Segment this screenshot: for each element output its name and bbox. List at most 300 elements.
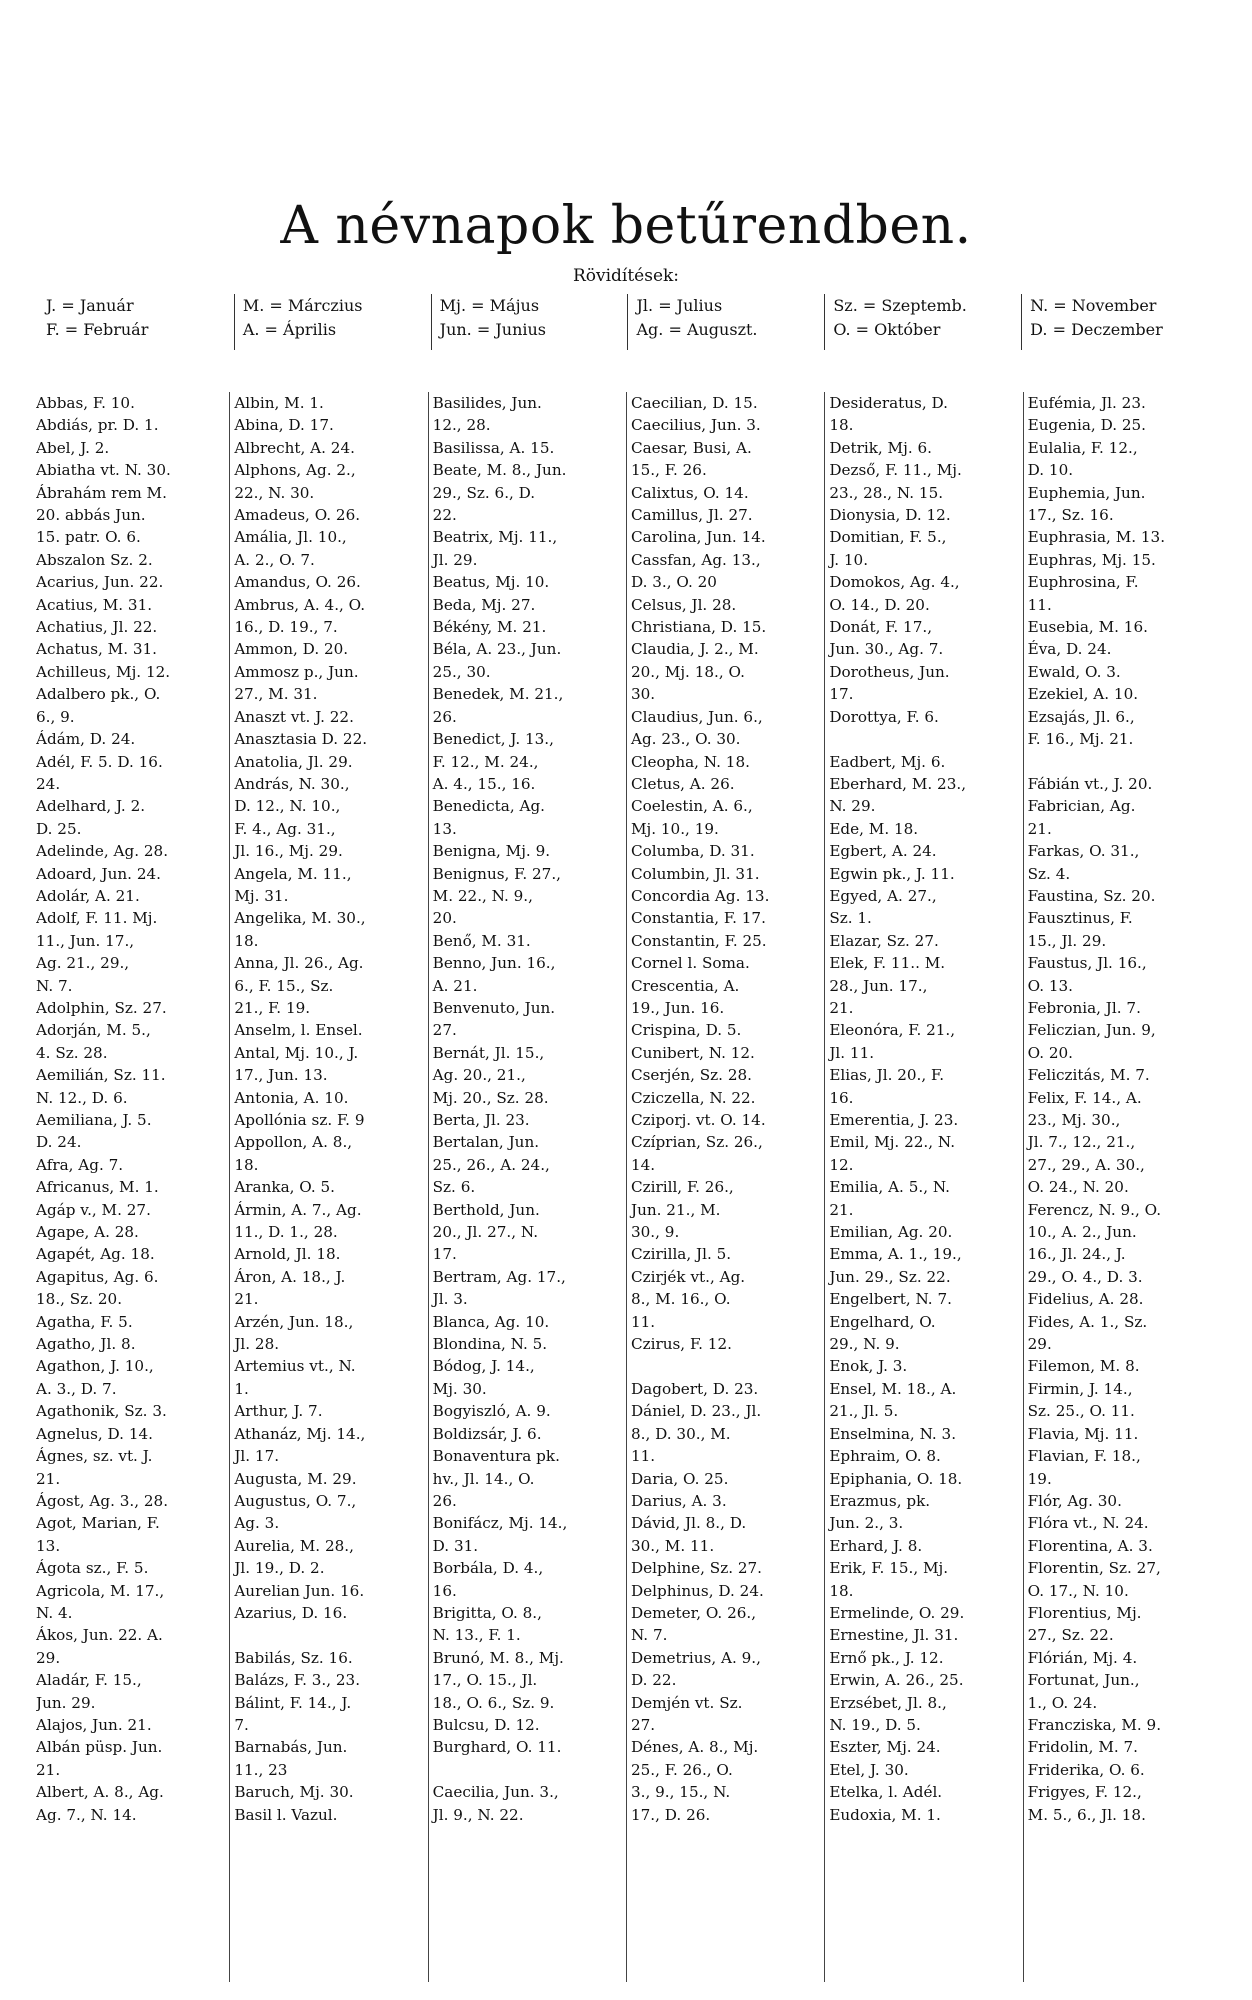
- name-day-entry: 21., F. 19.: [234, 998, 311, 1017]
- name-day-entry: 8., M. 16., O.: [630, 1290, 731, 1309]
- name-day-entry: Jl. 29.: [432, 550, 478, 569]
- name-day-entry: Albert, A. 8., Ag.: [36, 1783, 164, 1802]
- name-day-entry: 13.: [36, 1536, 61, 1555]
- name-day-entry: M. 5., 6., Jl. 18.: [1027, 1805, 1146, 1824]
- name-day-entry: Emma, A. 1., 19.,: [829, 1245, 962, 1264]
- name-day-entry: Basilides, Jun.: [432, 394, 542, 412]
- name-day-entry: Benedek, M. 21.,: [432, 685, 564, 704]
- name-day-entry: Berta, Jl. 23.: [432, 1111, 530, 1129]
- name-day-entry: Cziporj. vt. O. 14.: [630, 1111, 766, 1129]
- name-day-entry: 7.: [234, 1715, 249, 1734]
- name-day-entry: 16., D. 19., 7.: [234, 618, 338, 637]
- name-day-entry: Eszter, Mj. 24.: [829, 1738, 941, 1757]
- index-column: [1023, 392, 1221, 1982]
- name-day-entry: Adél, F. 5. D. 16.: [36, 752, 163, 771]
- name-day-entry: Áron, A. 18., J.: [234, 1267, 346, 1286]
- name-day-entry: Ag. 21., 29.,: [36, 954, 130, 973]
- name-day-entry: Dorottya, F. 6.: [829, 707, 939, 726]
- name-day-entry: Adelhard, J. 2.: [36, 797, 146, 816]
- name-day-entry: Elias, Jl. 20., F.: [829, 1066, 945, 1085]
- name-day-entry: 17., Sz. 16.: [1027, 506, 1114, 525]
- name-day-entry: 1., O. 24.: [1027, 1693, 1098, 1712]
- name-day-entry: Elazar, Sz. 27.: [829, 931, 939, 950]
- legend-entry: F. = Február: [46, 320, 149, 339]
- name-day-entry: Ephraim, O. 8.: [829, 1447, 941, 1466]
- name-day-entry: Adorján, M. 5.,: [36, 1021, 151, 1040]
- name-day-entry: Adelinde, Ag. 28.: [36, 842, 169, 861]
- name-day-entry: Columba, D. 31.: [630, 842, 755, 861]
- name-day-entry: Erik, F. 15., Mj.: [829, 1559, 949, 1578]
- name-day-entry: Ag. 20., 21.,: [432, 1066, 526, 1085]
- name-day-entry: N. 19., D. 5.: [829, 1715, 921, 1734]
- legend-entry: Jl. = Julius: [636, 296, 723, 315]
- name-day-entry: Czíprian, Sz. 26.,: [630, 1133, 763, 1152]
- name-day-entry: Benvenuto, Jun.: [432, 998, 556, 1017]
- name-day-entry: András, N. 30.,: [234, 774, 350, 793]
- name-day-entry: Concordia Ag. 13.: [630, 886, 770, 905]
- name-day-entry: Coelestin, A. 6.,: [630, 797, 753, 816]
- name-day-entry: Friderika, O. 6.: [1027, 1760, 1145, 1779]
- name-day-entry: 20., Mj. 18., O.: [630, 662, 745, 681]
- name-day-entry: 21.: [829, 998, 854, 1017]
- name-day-entry: Euphemia, Jun.: [1027, 483, 1146, 502]
- name-day-entry: 27.: [432, 1021, 457, 1040]
- name-day-entry: D. 10.: [1027, 461, 1074, 480]
- name-day-entry: 27., 29., A. 30.,: [1027, 1155, 1145, 1174]
- name-day-entry: Agot, Marian, F.: [36, 1514, 160, 1533]
- name-day-entry: Caesar, Busi, A.: [630, 438, 752, 457]
- name-day-entry: Arzén, Jun. 18.,: [234, 1312, 354, 1331]
- name-day-entry: Ezekiel, A. 10.: [1027, 685, 1139, 704]
- name-day-entry: Sz. 25., O. 11.: [1027, 1402, 1135, 1421]
- name-day-entry: 21.: [234, 1290, 259, 1309]
- name-day-entry: O. 24., N. 20.: [1027, 1178, 1129, 1197]
- name-day-entry: Carolina, Jun. 14.: [630, 528, 766, 547]
- name-day-entry: Fortunat, Jun.,: [1027, 1671, 1140, 1690]
- name-day-entry: Azarius, D. 16.: [234, 1603, 348, 1622]
- legend-entry: D. = Deczember: [1030, 320, 1163, 339]
- name-day-entry: Claudia, J. 2., M.: [630, 640, 759, 659]
- name-day-entry: 27., Sz. 22.: [1027, 1626, 1114, 1645]
- index-column: [428, 392, 626, 1982]
- name-day-entry: Ag. 3.: [234, 1514, 280, 1533]
- name-day-entry: Aladár, F. 15.,: [36, 1671, 142, 1690]
- name-day-entry: Agatho, Jl. 8.: [36, 1335, 136, 1354]
- name-day-entry: Ármin, A. 7., Ag.: [234, 1200, 362, 1219]
- name-day-entry: Appollon, A. 8.,: [234, 1133, 353, 1152]
- name-day-entry: 18., O. 6., Sz. 9.: [432, 1693, 555, 1712]
- name-day-entry: 29., N. 9.: [829, 1335, 900, 1354]
- name-day-entry: Amandus, O. 26.: [234, 573, 361, 592]
- name-day-entry: Christiana, D. 15.: [630, 618, 767, 637]
- name-day-entry: N. 29.: [829, 797, 876, 816]
- name-day-entry: 19.: [1027, 1469, 1052, 1488]
- name-day-entry: Euphras, Mj. 15.: [1027, 550, 1156, 569]
- name-day-entry: 1.: [234, 1379, 249, 1398]
- name-day-entry: O. 20.: [1027, 1043, 1074, 1062]
- name-day-entry: N. 12., D. 6.: [36, 1088, 128, 1107]
- name-day-entry: Adolphin, Sz. 27.: [36, 998, 167, 1017]
- name-day-entry: 27., M. 31.: [234, 685, 318, 704]
- name-day-entry: Bódog, J. 14.,: [432, 1357, 535, 1376]
- name-day-entry: 18.: [234, 1155, 259, 1174]
- name-day-entry: Baruch, Mj. 30.: [234, 1783, 354, 1802]
- name-day-entry: Jl. 9., N. 22.: [432, 1805, 524, 1824]
- name-day-entry: Éva, D. 24.: [1027, 640, 1112, 659]
- name-day-entry: Beate, M. 8., Jun.: [432, 461, 567, 480]
- legend-column: [234, 294, 431, 350]
- name-day-entry: Cziczella, N. 22.: [630, 1088, 756, 1107]
- name-day-entry: [234, 1624, 427, 1646]
- name-day-entry: Czirill, F. 26.,: [630, 1178, 734, 1197]
- name-day-entry: Columbin, Jl. 31.: [630, 864, 760, 883]
- name-day-entry: Eadbert, Mj. 6.: [829, 752, 946, 771]
- name-day-entry: Anaszt vt. J. 22.: [234, 707, 354, 726]
- name-day-entry: Eudoxia, M. 1.: [829, 1805, 941, 1824]
- name-day-entry: Emil, Mj. 22., N.: [829, 1133, 956, 1152]
- name-day-entry: Emerentia, J. 23.: [829, 1111, 959, 1129]
- name-day-entry: Blanca, Ag. 10.: [432, 1312, 550, 1331]
- name-day-entry: Engelbert, N. 7.: [829, 1290, 952, 1309]
- name-day-entry: 17.: [829, 685, 854, 704]
- name-day-entry: Bogyiszló, A. 9.: [432, 1402, 551, 1421]
- name-day-entry: Ammon, D. 20.: [234, 640, 349, 659]
- name-day-entry: Erwin, A. 26., 25.: [829, 1671, 964, 1690]
- name-day-entry: Constantia, F. 17.: [630, 909, 766, 928]
- name-day-entry: Aurelian Jun. 16.: [234, 1581, 365, 1600]
- name-day-entry: Achatius, Jl. 22.: [36, 618, 158, 637]
- name-day-entry: 13.: [432, 819, 457, 838]
- name-day-entry: Agape, A. 28.: [36, 1223, 139, 1242]
- name-day-entry: Aemilián, Sz. 11.: [36, 1066, 166, 1085]
- name-day-entry: 21., Jl. 5.: [829, 1402, 899, 1421]
- name-day-entry: Barnabás, Jun.: [234, 1738, 348, 1757]
- name-day-entry: Febronia, Jl. 7.: [1027, 998, 1141, 1017]
- name-day-entry: Firmin, J. 14.,: [1027, 1379, 1133, 1398]
- name-day-entry: Jun. 29.: [36, 1693, 96, 1712]
- name-day-entry: 21.: [36, 1760, 61, 1779]
- name-day-entry: Claudius, Jun. 6.,: [630, 707, 763, 726]
- name-day-entry: 21.: [1027, 819, 1052, 838]
- name-day-entry: Albin, M. 1.: [234, 394, 324, 412]
- name-day-entry: Abszalon Sz. 2.: [36, 550, 153, 569]
- name-day-entry: 11.: [630, 1312, 656, 1331]
- name-day-entry: Flavia, Mj. 11.: [1027, 1424, 1139, 1443]
- name-day-entry: Erhard, J. 8.: [829, 1536, 923, 1555]
- name-day-entry: A. 21.: [432, 976, 478, 995]
- name-day-entry: Emilia, A. 5., N.: [829, 1178, 950, 1197]
- name-day-entry: Cserjén, Sz. 28.: [630, 1066, 752, 1085]
- legend-entry: Ag. = Auguszt.: [636, 320, 758, 339]
- name-day-entry: Ambrus, A. 4., O.: [234, 595, 366, 614]
- name-day-entry: O. 14., D. 20.: [829, 595, 930, 614]
- name-day-entry: Camillus, Jl. 27.: [630, 506, 753, 525]
- name-day-entry: Fridolin, M. 7.: [1027, 1738, 1139, 1757]
- name-day-entry: 18.: [829, 1581, 854, 1600]
- name-day-entry: Eberhard, M. 23.,: [829, 774, 967, 793]
- name-day-entry: Erzsébet, Jl. 8.,: [829, 1693, 947, 1712]
- name-day-entry: 15., F. 26.: [630, 461, 707, 480]
- name-day-entry: Agatha, F. 5.: [36, 1312, 133, 1331]
- name-day-entry: Ábrahám rem M.: [36, 483, 167, 502]
- name-day-entry: 11., 23: [234, 1760, 288, 1779]
- name-day-entry: [829, 728, 1022, 750]
- name-day-entry: Acarius, Jun. 22.: [36, 573, 164, 592]
- name-day-entry: Egwin pk., J. 11.: [829, 864, 955, 883]
- name-day-entry: D. 22.: [630, 1671, 677, 1690]
- name-day-entry: Antonia, A. 10.: [234, 1088, 349, 1107]
- name-day-entry: [1028, 751, 1221, 773]
- name-day-entry: 12.: [829, 1155, 854, 1174]
- name-day-entry: Sz. 1.: [829, 909, 872, 928]
- name-day-entry: Eusebia, M. 16.: [1027, 618, 1148, 637]
- name-day-entry: Boldizsár, J. 6.: [432, 1424, 542, 1443]
- legend-entry: Jun. = Junius: [439, 320, 546, 339]
- name-day-entry: 26.: [432, 1491, 457, 1510]
- name-day-entry: Bertalan, Jun.: [432, 1133, 540, 1152]
- legend-entry: O. = Október: [833, 320, 941, 339]
- name-day-entry: Jun. 29., Sz. 22.: [829, 1267, 951, 1286]
- name-day-entry: Jun. 2., 3.: [829, 1514, 904, 1533]
- legend-column: [824, 294, 1021, 350]
- name-day-entry: Ensel, M. 18., A.: [829, 1379, 957, 1398]
- name-day-entry: D. 3., O. 20: [630, 573, 717, 592]
- name-day-entry: Florentina, A. 3.: [1027, 1536, 1153, 1555]
- name-day-entry: Eugenia, D. 25.: [1027, 416, 1147, 435]
- name-day-entry: Benedicta, Ag.: [432, 797, 545, 816]
- name-day-entry: Agathonik, Sz. 3.: [36, 1402, 167, 1421]
- name-day-entry: Aemiliana, J. 5.: [36, 1111, 152, 1129]
- name-day-entry: F. 12., M. 24.,: [432, 752, 539, 771]
- name-day-entry: Fábián vt., J. 20.: [1027, 774, 1153, 793]
- name-day-entry: A. 2., O. 7.: [234, 550, 315, 569]
- name-day-entry: Caecilius, Jun. 3.: [630, 416, 761, 435]
- name-day-entry: 17., Jun. 13.: [234, 1066, 328, 1085]
- name-day-entry: Dénes, A. 8., Mj.: [630, 1738, 759, 1757]
- legend-entry: A. = Április: [242, 320, 337, 339]
- name-day-entry: Bernát, Jl. 15.,: [432, 1043, 545, 1062]
- name-day-entry: Felix, F. 14., A.: [1027, 1088, 1142, 1107]
- name-day-entry: Abel, J. 2.: [36, 438, 110, 457]
- name-day-entry: D. 24.: [36, 1133, 82, 1152]
- name-day-entry: Brunó, M. 8., Mj.: [432, 1648, 564, 1667]
- name-day-entry: 20. abbás Jun.: [36, 506, 146, 525]
- name-day-entry: Arnold, Jl. 18.: [234, 1245, 341, 1264]
- name-day-entry: Jl. 17.: [234, 1447, 280, 1466]
- name-day-entry: Benno, Jun. 16.,: [432, 954, 556, 973]
- name-day-entry: 16., Jl. 24., J.: [1027, 1245, 1126, 1264]
- name-day-entry: 3., 9., 15., N.: [630, 1783, 731, 1802]
- name-day-entry: Borbála, D. 4.,: [432, 1559, 544, 1578]
- name-day-entry: 25., 30.: [432, 662, 491, 681]
- name-day-entry: Ákos, Jun. 22. A.: [36, 1626, 163, 1645]
- name-day-entry: Artemius vt., N.: [234, 1357, 356, 1376]
- name-day-entry: Albrecht, A. 24.: [234, 438, 355, 457]
- name-day-entry: Beda, Mj. 27.: [432, 595, 536, 614]
- name-day-entry: Jl. 28.: [234, 1335, 280, 1354]
- name-day-entry: Flórián, Mj. 4.: [1027, 1648, 1138, 1667]
- name-day-entry: Ewald, O. 3.: [1027, 662, 1121, 681]
- name-day-entry: Florentius, Mj.: [1027, 1603, 1142, 1622]
- name-day-entry: Ernestine, Jl. 31.: [829, 1626, 959, 1645]
- name-day-entry: Farkas, O. 31.,: [1027, 842, 1140, 861]
- name-day-entry: Babilás, Sz. 16.: [234, 1648, 353, 1667]
- name-day-entry: Ferencz, N. 9., O.: [1027, 1200, 1162, 1219]
- name-day-entry: Eulalia, F. 12.,: [1027, 438, 1138, 457]
- name-day-entry: Eleonóra, F. 21.,: [829, 1021, 956, 1040]
- name-day-entry: 17., D. 26.: [630, 1805, 711, 1824]
- legend-column: [38, 294, 234, 350]
- name-day-entry: Faustina, Sz. 20.: [1027, 886, 1156, 905]
- name-day-entry: Ezsajás, Jl. 6.,: [1027, 707, 1135, 726]
- name-day-entry: Francziska, M. 9.: [1027, 1715, 1162, 1734]
- name-day-entry: M. 22., N. 9.,: [432, 886, 533, 905]
- name-day-entry: Achilleus, Mj. 12.: [36, 662, 171, 681]
- name-day-entry: Ágnes, sz. vt. J.: [36, 1447, 153, 1466]
- name-day-entry: Czirjék vt., Ag.: [630, 1267, 746, 1286]
- name-day-entry: N. 13., F. 1.: [432, 1626, 521, 1645]
- name-day-entry: Constantin, F. 25.: [630, 931, 767, 950]
- name-day-entry: Benigna, Mj. 9.: [432, 842, 551, 861]
- name-day-entry: Flór, Ag. 30.: [1027, 1491, 1122, 1510]
- name-day-entry: D. 31.: [432, 1536, 479, 1555]
- name-day-entry: Abdiás, pr. D. 1.: [36, 416, 159, 435]
- name-day-entry: 11.: [1027, 595, 1052, 614]
- name-day-entry: O. 17., N. 10.: [1027, 1581, 1129, 1600]
- name-day-entry: Agricola, M. 17.,: [36, 1581, 165, 1600]
- name-day-entry: 21.: [829, 1200, 854, 1219]
- name-day-entry: 11., Jun. 17.,: [36, 931, 135, 950]
- name-day-entry: Jun. 21., M.: [630, 1200, 721, 1219]
- name-day-entry: Jl. 11.: [829, 1043, 875, 1062]
- page-title: A névnapok betűrendben.: [280, 196, 972, 256]
- name-day-entry: Balázs, F. 3., 23.: [234, 1671, 361, 1690]
- name-day-entry: Alajos, Jun. 21.: [36, 1715, 152, 1734]
- name-day-entry: Jl. 16., Mj. 29.: [234, 842, 343, 861]
- name-day-entry: Cornel l. Soma.: [630, 954, 750, 973]
- name-day-entry: N. 4.: [36, 1603, 73, 1622]
- name-day-entry: Agapét, Ag. 18.: [36, 1245, 155, 1264]
- name-day-entry: Flóra vt., N. 24.: [1027, 1514, 1149, 1533]
- name-day-entry: Filemon, M. 8.: [1027, 1357, 1140, 1376]
- name-day-entry: Donát, F. 17.,: [829, 618, 933, 637]
- index-column: [36, 392, 229, 1982]
- name-day-entry: Mj. 10., 19.: [630, 819, 719, 838]
- name-day-entry: 22.: [432, 506, 457, 525]
- name-day-entry: Dániel, D. 23., Jl.: [630, 1402, 762, 1421]
- name-day-entry: 22., N. 30.: [234, 483, 315, 502]
- name-day-entry: 11.: [630, 1447, 656, 1466]
- name-day-entry: 17.: [432, 1245, 457, 1264]
- name-day-entry: 29.: [1027, 1335, 1052, 1354]
- name-day-entry: Adalbero pk., O.: [36, 685, 161, 704]
- name-day-entry: Adolár, A. 21.: [36, 886, 140, 905]
- name-day-entry: Sz. 6.: [432, 1178, 476, 1197]
- name-day-entry: Crispina, D. 5.: [630, 1021, 742, 1040]
- name-day-entry: Domitian, F. 5.,: [829, 528, 947, 547]
- name-day-entry: Ede, M. 18.: [829, 819, 919, 838]
- name-day-entry: J. 10.: [829, 550, 869, 569]
- name-day-entry: Etelka, l. Adél.: [829, 1783, 943, 1802]
- index-column: [626, 392, 824, 1982]
- name-day-entry: 14.: [630, 1155, 656, 1174]
- name-day-entry: Bulcsu, D. 12.: [432, 1715, 540, 1734]
- name-day-entry: Benignus, F. 27.,: [432, 864, 561, 883]
- name-day-entry: Dávid, Jl. 8., D.: [630, 1514, 747, 1533]
- name-day-entry: N. 7.: [36, 976, 73, 995]
- name-day-entry: Béla, A. 23., Jun.: [432, 640, 562, 659]
- name-day-entry: Cleopha, N. 18.: [630, 752, 750, 771]
- name-day-entry: Basil l. Vazul.: [234, 1805, 338, 1824]
- name-day-entry: 29.: [36, 1648, 61, 1667]
- name-day-entry: Africanus, M. 1.: [36, 1178, 159, 1197]
- name-day-entry: Arthur, J. 7.: [234, 1402, 323, 1421]
- name-day-entry: 25., F. 26., O.: [630, 1760, 733, 1779]
- name-day-entry: hv., Jl. 14., O.: [432, 1469, 535, 1488]
- name-day-entry: 6., 9.: [36, 707, 75, 726]
- name-day-entry: 10., A. 2., Jun.: [1027, 1223, 1137, 1242]
- legend-entry: M. = Márczius: [242, 296, 363, 315]
- name-day-index: [36, 392, 1221, 1982]
- name-day-entry: 19., Jun. 16.: [630, 998, 725, 1017]
- name-day-entry: Achatus, M. 31.: [36, 640, 158, 659]
- name-day-entry: 4. Sz. 28.: [36, 1043, 108, 1062]
- name-day-entry: Ag. 23., O. 30.: [630, 730, 741, 749]
- name-day-entry: Engelhard, O.: [829, 1312, 936, 1331]
- name-day-entry: 15. patr. O. 6.: [36, 528, 141, 547]
- name-day-entry: 24.: [36, 774, 61, 793]
- legend-column: [1021, 294, 1218, 350]
- name-day-entry: Dezső, F. 11., Mj.: [829, 461, 962, 480]
- name-day-entry: 29., O. 4., D. 3.: [1027, 1267, 1143, 1286]
- name-day-entry: Alphons, Ag. 2.,: [234, 461, 356, 480]
- name-day-entry: Demetrius, A. 9.,: [630, 1648, 761, 1667]
- abbreviation-legend: [38, 294, 1218, 350]
- name-day-entry: Cletus, A. 26.: [630, 774, 735, 793]
- name-day-entry: Delphine, Sz. 27.: [630, 1559, 763, 1578]
- name-day-entry: Abiatha vt. N. 30.: [36, 461, 171, 480]
- name-day-entry: Jun. 30., Ag. 7.: [829, 640, 944, 659]
- name-day-entry: D. 12., N. 10.,: [234, 797, 341, 816]
- name-day-entry: Benő, M. 31.: [432, 931, 531, 950]
- name-day-entry: Adolf, F. 11. Mj.: [36, 909, 158, 928]
- name-day-entry: Békény, M. 21.: [432, 618, 547, 637]
- name-day-entry: 16.: [432, 1581, 457, 1600]
- name-day-entry: Feliczian, Jun. 9,: [1027, 1021, 1156, 1040]
- name-day-entry: Angela, M. 11.,: [234, 864, 352, 883]
- name-day-entry: [433, 1759, 626, 1781]
- name-day-entry: 17., O. 15., Jl.: [432, 1671, 538, 1690]
- name-day-entry: Elek, F. 11.. M.: [829, 954, 946, 973]
- name-day-entry: N. 7.: [630, 1626, 668, 1645]
- name-day-entry: Beatus, Mj. 10.: [432, 573, 550, 592]
- name-day-entry: Burghard, O. 11.: [432, 1738, 562, 1757]
- name-day-entry: Detrik, Mj. 6.: [829, 438, 932, 457]
- name-day-entry: Amália, Jl. 10.,: [234, 528, 347, 547]
- name-day-entry: 11., D. 1., 28.: [234, 1223, 338, 1242]
- name-day-entry: Erazmus, pk.: [829, 1491, 931, 1510]
- name-day-entry: Euphrasia, M. 13.: [1027, 528, 1166, 547]
- name-day-entry: 29., Sz. 6., D.: [432, 483, 536, 502]
- name-day-entry: Euphrosina, F.: [1027, 573, 1139, 592]
- name-day-entry: Jl. 7., 12., 21.,: [1027, 1133, 1136, 1152]
- name-day-entry: Frigyes, F. 12.,: [1027, 1783, 1142, 1802]
- name-day-entry: Anasztasia D. 22.: [234, 730, 368, 749]
- index-column: [229, 392, 427, 1982]
- name-day-entry: Berthold, Jun.: [432, 1200, 540, 1219]
- name-day-entry: 25., 26., A. 24.,: [432, 1155, 550, 1174]
- name-day-entry: Dionysia, D. 12.: [829, 506, 951, 525]
